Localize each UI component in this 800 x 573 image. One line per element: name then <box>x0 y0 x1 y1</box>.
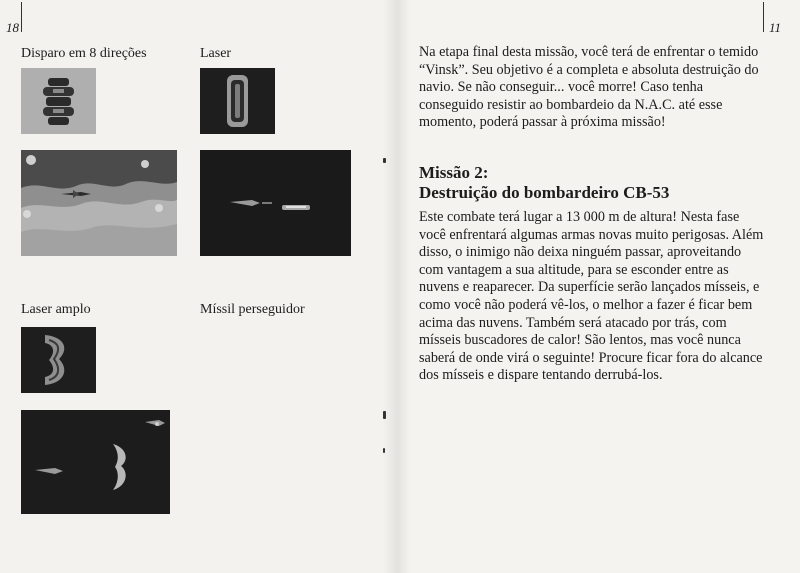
caption-wide-laser: Laser amplo <box>21 302 91 317</box>
caption-laser: Laser <box>200 46 232 61</box>
page-number-rule-left <box>21 2 22 32</box>
caption-homing-missile: Míssil perseguidor <box>200 302 305 317</box>
binding-mark <box>383 448 385 453</box>
mission-paragraph: Este combate terá lugar a 13 000 m de altura! Nesta fase você enfrentará algumas armas novas muito perigosas. Além disso, o inimigo não deixa ninguém passar, aproveitando com vantagem a sua altitude, para se esconder entre as nuvens e reaparecer. Da superfície serão lançados mísseis, e como você não poderá vê-los, o melhor a fazer é ficar bem acima das nuvens. Também será atacado por trás, com mísseis buscadores de calor! São lentos, mas você nunca saberá de onde virá o seguinte! Procure ficar fora do alcance dos mísseis e dispare tentando derrubá-los. <box>419 209 764 384</box>
caption-eight-way-shot: Disparo em 8 direções <box>21 46 147 61</box>
laser-firing-screenshot <box>200 150 351 256</box>
intro-paragraph: Na etapa final desta missão, você terá de enfrentar o temido “Vinsk”. Seu objetivo é a completa e absoluta destruição do navio. Se não conseguir... você morre! Caso tenha conseguido resistir ao bombardeio da N.A.C. até esse momento, poderá passar à próxima missão! <box>419 44 759 131</box>
laser-powerup-image <box>200 68 275 134</box>
binding-mark <box>383 158 386 163</box>
page-number-right: 11 <box>769 20 782 35</box>
cloud-level-screenshot <box>21 150 177 256</box>
page-number-left: 18 <box>6 20 19 35</box>
mission-heading <box>419 163 764 203</box>
wide-laser-powerup-image <box>21 327 96 393</box>
page-number-rule-right <box>763 2 764 32</box>
mission-title-line-1: Missão 2: <box>419 163 489 182</box>
eight-way-shot-powerup-image <box>21 68 96 134</box>
binding-mark <box>383 411 386 419</box>
mission-title-line-2: Destruição do bombardeiro CB-53 <box>419 183 670 202</box>
book-gutter <box>382 0 410 573</box>
wide-laser-screenshot <box>21 410 170 514</box>
